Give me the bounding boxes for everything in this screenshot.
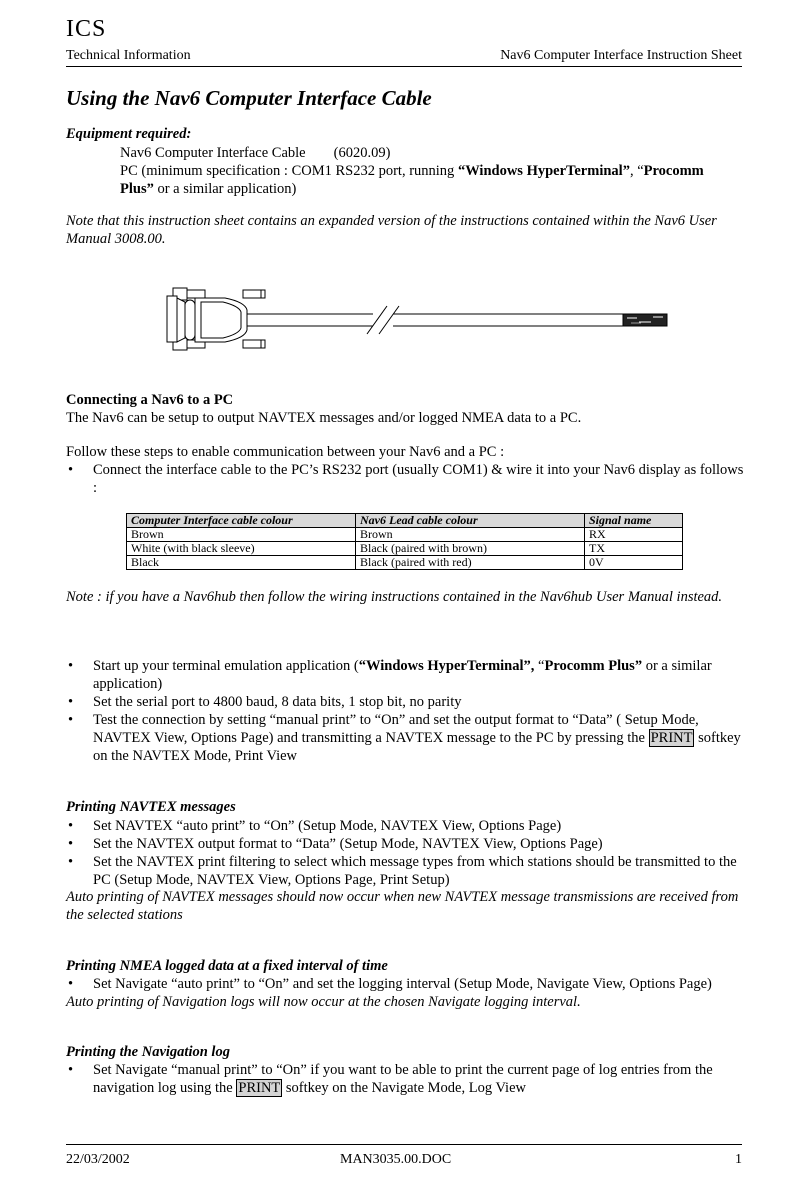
- step-text-end: or a similar application): [93, 658, 712, 692]
- connecting-intro: The Nav6 can be setup to output NAVTEX messages and/or logged NMEA data to a PC.: [66, 410, 582, 426]
- connect-list: [66, 461, 746, 497]
- list-item: [66, 817, 746, 835]
- pc-quote: ”: [146, 181, 154, 197]
- cable-name: Nav6 Computer Interface Cable: [120, 145, 306, 161]
- navlog-heading: Printing the Navigation log: [66, 1044, 230, 1060]
- note-manual: Note that this instruction sheet contains an expanded version of the instructions contained within the Nav6 User Manual 3008.00.: [66, 213, 717, 247]
- list-item: [66, 711, 746, 765]
- footer-date: 22/03/2002: [66, 1152, 130, 1167]
- note-nav6hub: Note : if you have a Nav6hub then follow the wiring instructions contained in the Nav6hub User Manual instead.: [66, 589, 723, 605]
- company-logo: ICS: [66, 16, 107, 42]
- table-cell: Black (paired with brown): [356, 542, 585, 556]
- connecting-heading: Connecting a Nav6 to a PC: [66, 392, 234, 408]
- table-cell: TX: [585, 542, 683, 556]
- table-row: [127, 556, 683, 570]
- header-rule: [66, 66, 742, 67]
- list-item: [66, 1061, 746, 1097]
- navtex-heading: Printing NAVTEX messages: [66, 799, 236, 815]
- print-softkey: PRINT: [650, 730, 693, 746]
- nmea-list: [66, 975, 746, 993]
- pc-text-end: or a similar application): [153, 181, 297, 197]
- cable-illustration: [165, 280, 675, 360]
- footer-page-number: 1: [735, 1152, 742, 1167]
- nmea-heading: Printing NMEA logged data at a fixed interval of time: [66, 958, 388, 974]
- pc-text: PC (minimum specification : COM1 RS232 port, running: [120, 163, 458, 179]
- bullet-icon: •: [68, 976, 74, 992]
- bullet-icon: •: [68, 658, 74, 674]
- pc-sep: , “: [629, 163, 644, 179]
- print-softkey: PRINT: [238, 1080, 281, 1096]
- step-quote: ”: [634, 658, 643, 674]
- table-cell: Brown: [356, 528, 585, 542]
- pc-app-2: Procomm Plus: [120, 163, 704, 197]
- equipment-heading: Equipment required:: [66, 126, 192, 142]
- table-row: [127, 528, 683, 542]
- step-app-1: “Windows HyperTerminal”,: [358, 658, 535, 674]
- list-item-text: Set the NAVTEX print filtering to select which message types from which stations should be transmitted to the PC (Setup Mode, NAVTEX View, Options Page, Print Setup): [93, 854, 737, 888]
- wiring-table: [126, 513, 683, 570]
- page-title: Using the Nav6 Computer Interface Cable: [66, 86, 432, 110]
- cable-code: (6020.09): [333, 145, 391, 161]
- step-text-end: softkey on the NAVTEX Mode, Print View: [93, 730, 741, 764]
- step-sep: “: [534, 658, 545, 674]
- steps-list: [66, 657, 746, 765]
- footer-rule: [66, 1144, 742, 1145]
- step-app-2: Procomm Plus: [544, 658, 635, 674]
- header-left: Technical Information: [66, 48, 191, 63]
- header-right: Nav6 Computer Interface Instruction Sheet: [500, 48, 742, 63]
- table-cell: Black: [127, 556, 356, 570]
- table-cell: Brown: [127, 528, 356, 542]
- column-header: Computer Interface cable colour: [127, 514, 356, 528]
- column-header: Signal name: [585, 514, 683, 528]
- list-item-text: Set NAVTEX “auto print” to “On” (Setup Mode, NAVTEX View, Options Page): [93, 818, 562, 834]
- navtex-note: Auto printing of NAVTEX messages should now occur when new NAVTEX message transmissions are received from the selected stations: [66, 889, 739, 923]
- list-item: [66, 835, 746, 853]
- table-header-row: [127, 514, 683, 528]
- equipment-pc: [120, 162, 740, 198]
- table-cell: RX: [585, 528, 683, 542]
- list-item: [66, 853, 746, 889]
- list-item: [66, 461, 746, 497]
- list-item-text-end: softkey on the Navigate Mode, Log View: [282, 1080, 526, 1096]
- equipment-cable: [120, 144, 740, 162]
- list-item: [66, 657, 746, 693]
- table-row: [127, 542, 683, 556]
- bullet-icon: •: [68, 1062, 74, 1078]
- list-item-text: Connect the interface cable to the PC’s RS232 port (usually COM1) & wire it into your Nav6 display as follows :: [93, 462, 744, 496]
- table-cell: 0V: [585, 556, 683, 570]
- list-item: [66, 975, 746, 993]
- step-text: Start up your terminal emulation application (: [93, 658, 359, 674]
- step-text: Test the connection by setting “manual print” to “On” and set the output format to “Data” ( Setup Mode, NAVTEX View, Options Page) and transmitting a NAVTEX message to the PC by pressing the: [93, 712, 699, 746]
- list-item-text: Set Navigate “manual print” to “On” if you want to be able to print the current page of log entries from the navigation log using the: [93, 1062, 713, 1096]
- table-cell: White (with black sleeve): [127, 542, 356, 556]
- list-item-text: Set the NAVTEX output format to “Data” (Setup Mode, NAVTEX View, Options Page): [93, 836, 603, 852]
- navtex-list: [66, 817, 746, 889]
- connecting-follow: Follow these steps to enable communication between your Nav6 and a PC :: [66, 444, 505, 460]
- table-cell: Black (paired with red): [356, 556, 585, 570]
- bullet-icon: •: [68, 836, 74, 852]
- pc-app-1: “Windows HyperTerminal”: [457, 163, 630, 179]
- column-header: Nav6 Lead cable colour: [356, 514, 585, 528]
- footer-doc: MAN3035.00.DOC: [340, 1152, 452, 1167]
- step-text: Set the serial port to 4800 baud, 8 data bits, 1 stop bit, no parity: [93, 694, 462, 710]
- bullet-icon: •: [68, 854, 74, 870]
- bullet-icon: •: [68, 462, 74, 478]
- list-item-text: Set Navigate “auto print” to “On” and set the logging interval (Setup Mode, Navigate View, Options Page): [93, 976, 712, 992]
- bullet-icon: •: [68, 712, 74, 728]
- nmea-note: Auto printing of Navigation logs will now occur at the chosen Navigate logging interval.: [66, 994, 581, 1010]
- bullet-icon: •: [68, 818, 74, 834]
- navlog-list: [66, 1061, 746, 1097]
- list-item: [66, 693, 746, 711]
- bullet-icon: •: [68, 694, 74, 710]
